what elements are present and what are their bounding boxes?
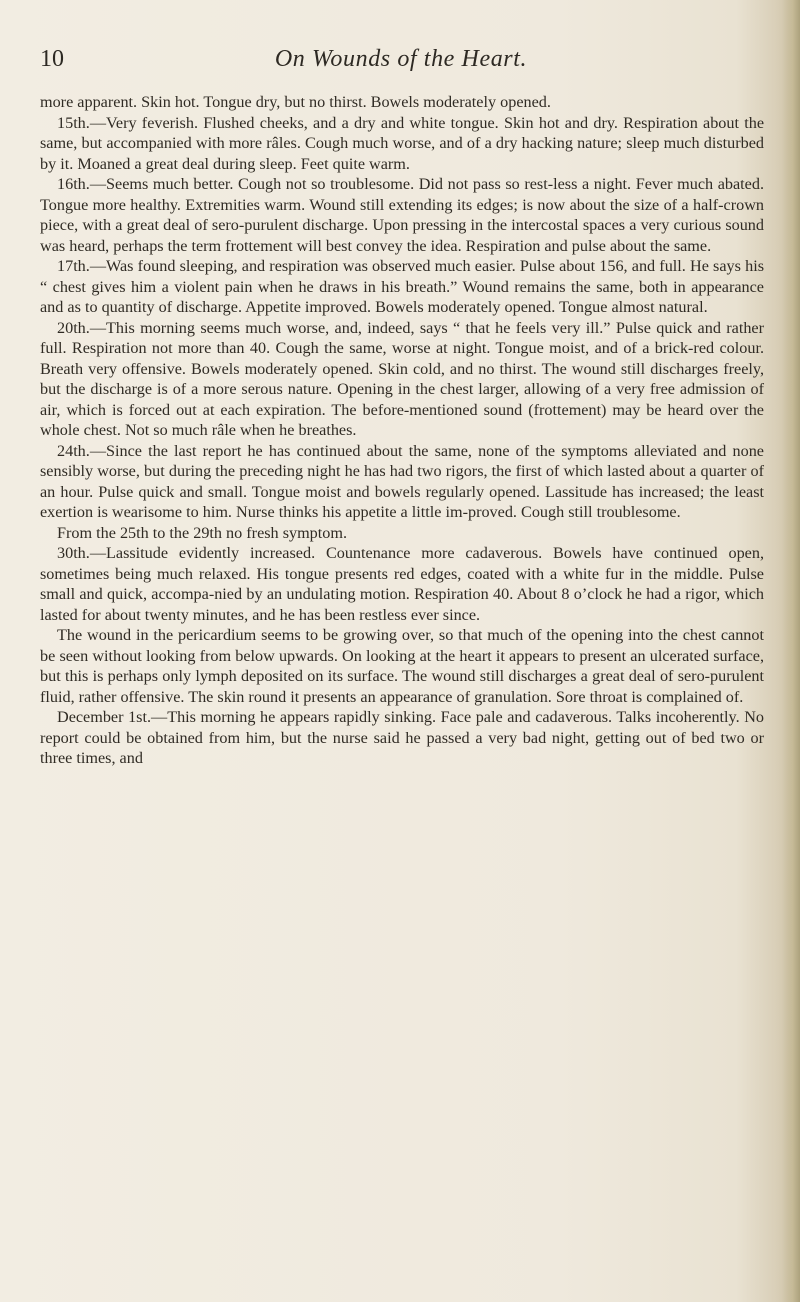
paragraph-pericardium: The wound in the pericardium seems to be growing over, so that much of the opening into the chest cannot be seen without looking from below upwards. On looking at the heart it appears to present an ulcerated surface, but this is perhaps only lymph deposited on its surface. The wound still discharges a great deal of sero-purulent fluid, rather offensive. The skin round it presents an appearance of granulation. Sore throat is complained of. <box>40 626 764 706</box>
paragraph-30th: 30th.—Lassitude evidently increased. Countenance more cadaverous. Bowels have continued open, sometimes being much relaxed. His tongue presents red edges, coated with a white fur in the middle. Pulse small and quick, accompa-nied by an undulating motion. Respiration 40. About 8 o’clock he had a rigor, which lasted for about twenty minutes, and he has been restless ever since. <box>40 544 764 624</box>
paragraph-24th: 24th.—Since the last report he has continued about the same, none of the symptoms alleviated and none sensibly worse, but during the preceding night he has had two rigors, the first of which lasted about a quarter of an hour. Pulse quick and small. Tongue moist and bowels regularly opened. Lassitude has increased; the least exertion is wearisome to him. Nurse thinks his appetite a little im-proved. Cough still troublesome. <box>40 441 764 521</box>
page-header <box>40 46 762 82</box>
page-edge-shadow <box>782 0 800 1302</box>
paragraph-16th: 16th.—Seems much better. Cough not so troublesome. Did not pass so rest-less a night. Fever much abated. Tongue more healthy. Extremities warm. Wound still extending its edges; is now about the size of a half-crown piece, with a great deal of sero-purulent discharge. Upon pressing in the intercostal spaces a very curious sound was heard, perhaps the term frottement will best convey the idea. Respiration and pulse about the same. <box>40 175 764 255</box>
body-text <box>40 92 764 769</box>
paragraph-25th-29th: From the 25th to the 29th no fresh symptom. <box>57 523 348 542</box>
page-number: 10 <box>40 46 64 72</box>
paragraph-december-1st: December 1st.—This morning he appears rapidly sinking. Face pale and cadaverous. Talks incoherently. No report could be obtained from him, but the nurse said he passed a very bad night, getting out of bed two or three times, and <box>40 708 764 767</box>
paragraph-20th: 20th.—This morning seems much worse, and, indeed, says “ that he feels very ill.” Pulse quick and rather full. Respiration not more than 40. Cough the same, worse at night. Tongue moist, and of a brick-red colour. Breath very offensive. Bowels moderately opened. Skin cold, and no thirst. The wound still discharges freely, but the discharge is of a more serous nature. Opening in the chest larger, allowing of a very free admission of air, which is forced out at each expiration. The before-mentioned sound (frottement) may be heard over the whole chest. Not so much râle when he breathes. <box>40 318 764 439</box>
paragraph-17th: 17th.—Was found sleeping, and respiration was observed much easier. Pulse about 156, and full. He says his “ chest gives him a violent pain when he draws in his breath.” Wound remains the same, both in appearance and as to quantity of discharge. Appetite improved. Bowels moderately opened. Tongue almost natural. <box>40 257 764 316</box>
paragraph-continuation: more apparent. Skin hot. Tongue dry, but no thirst. Bowels moderately opened. <box>40 93 551 111</box>
running-title: On Wounds of the Heart. <box>274 46 528 72</box>
paragraph-15th: 15th.—Very feverish. Flushed cheeks, and a dry and white tongue. Skin hot and dry. Respiration about the same, but accompanied with more râles. Cough much worse, and of a dry hacking nature; sleep much disturbed by it. Moaned a great deal during sleep. Feet quite warm. <box>40 113 764 173</box>
